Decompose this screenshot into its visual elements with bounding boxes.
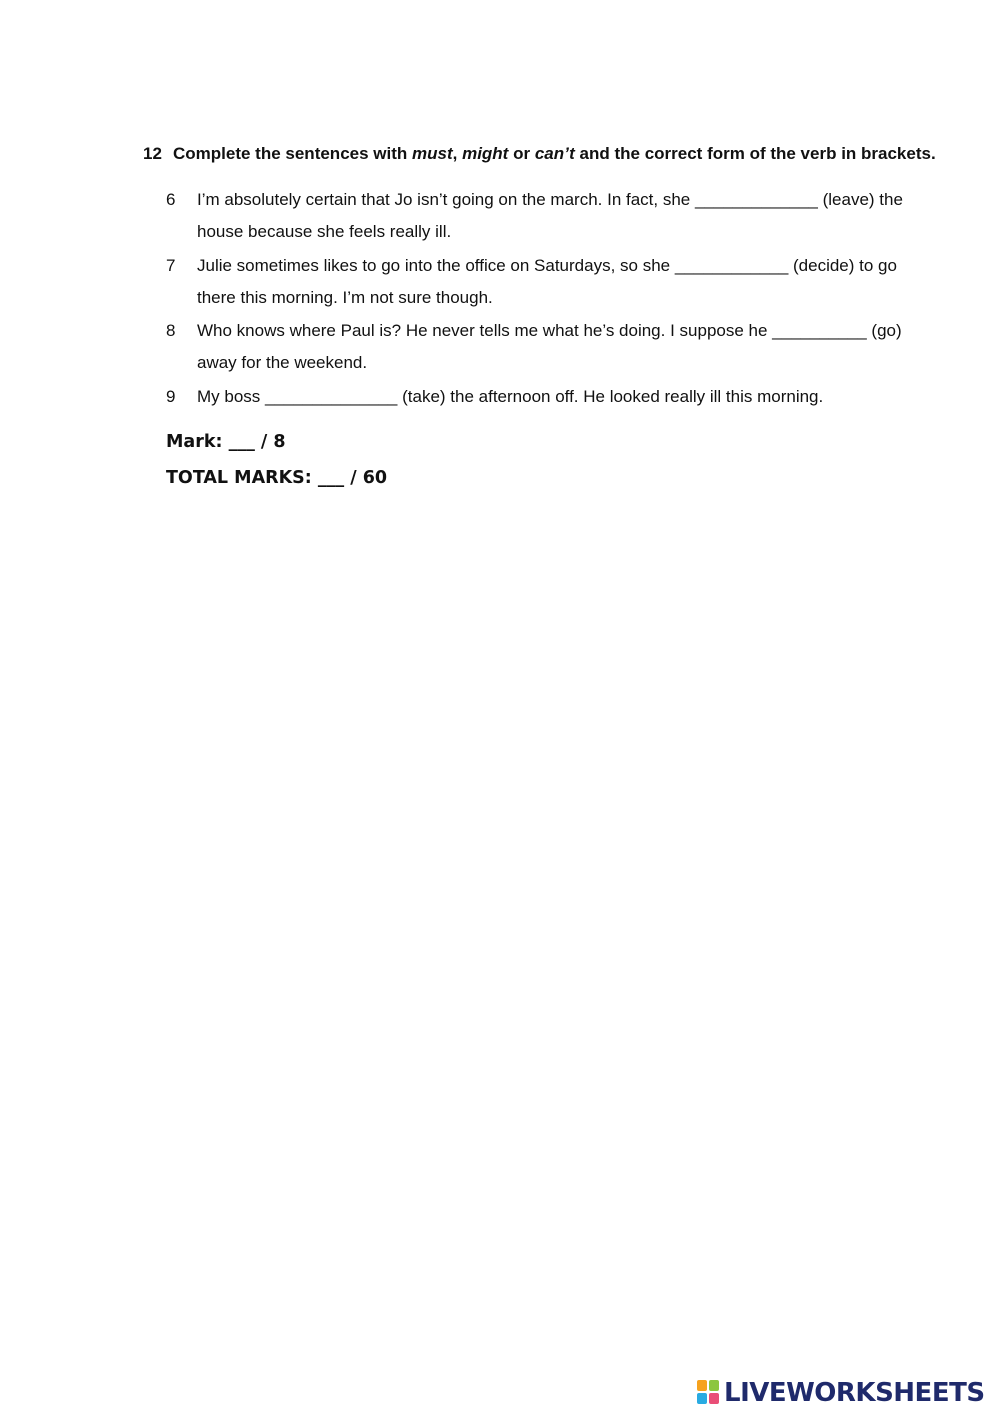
instruction-word-must: must [412, 144, 453, 163]
exercise-number: 12 [143, 144, 162, 163]
liveworksheets-logo [697, 1378, 985, 1408]
exercise-item-9 [166, 381, 936, 413]
mark-score: Mark: ___ / 8 [166, 432, 286, 452]
item-number: 8 [166, 321, 176, 340]
item-number: 9 [166, 387, 176, 406]
item-text: My boss ______________ (take) the afternoon off. He looked really ill this morning. [197, 387, 824, 406]
item-number: 7 [166, 256, 176, 275]
liveworksheets-logo-icon [697, 1380, 721, 1406]
instruction-separator-2: or [508, 144, 535, 163]
exercise-item-6 [166, 184, 936, 248]
instruction-part-1: Complete the sentences with [173, 144, 412, 163]
item-text: I’m absolutely certain that Jo isn’t going on the march. In fact, she _____________ (leave) the house because she feels really ill. [197, 190, 903, 241]
item-number: 6 [166, 190, 176, 209]
exercise-instruction-text [173, 143, 943, 164]
item-text: Julie sometimes likes to go into the office on Saturdays, so she ____________ (decide) to go there this morning. I’m not sure though. [197, 256, 897, 307]
instruction-separator-1: , [452, 144, 463, 163]
total-marks-score: TOTAL MARKS: ___ / 60 [166, 468, 388, 488]
exercise-item-8 [166, 315, 936, 379]
exercise-item-7 [166, 250, 936, 314]
instruction-part-2: and the correct form of the verb in brackets. [574, 144, 936, 163]
exercise-instructions [143, 143, 943, 164]
item-text: Who knows where Paul is? He never tells me what he’s doing. I suppose he __________ (go) away for the weekend. [197, 321, 902, 372]
liveworksheets-logo-text: LIVEWORKSHEETS [724, 1378, 985, 1408]
instruction-word-might: might [462, 144, 509, 163]
instruction-word-cant: can’t [534, 144, 575, 163]
